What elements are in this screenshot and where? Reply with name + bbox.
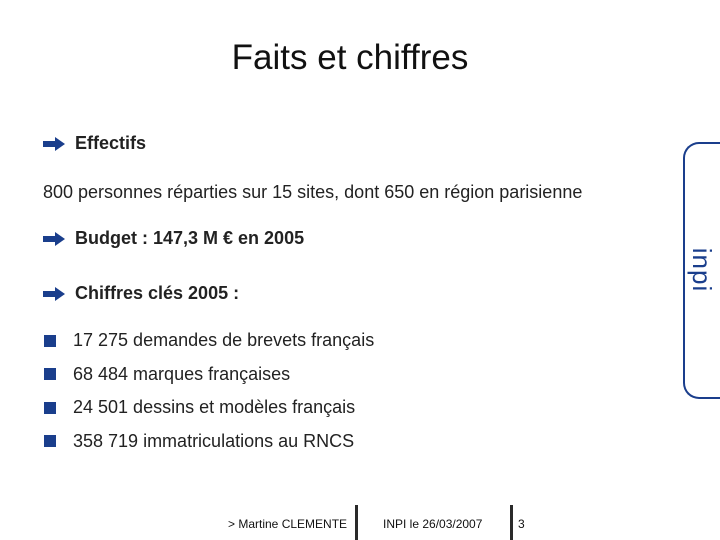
heading-budget [43,228,304,249]
list-item [44,324,374,358]
footer-divider [355,505,358,540]
list-item [44,391,374,425]
arrow-right-icon [43,137,65,151]
key-figures-list [44,324,374,458]
effectifs-text: 800 personnes réparties sur 15 sites, dont 650 en région parisienne [43,182,583,202]
slide-title: Faits et chiffres [231,38,469,77]
footer-author: > Martine CLEMENTE [228,516,348,531]
heading-chiffres-label: Chiffres clés 2005 : [75,283,240,303]
heading-chiffres [43,283,239,304]
square-bullet-icon [44,368,56,380]
footer-page-number: 3 [518,516,525,531]
list-item [44,425,374,459]
inpi-logo: inpi [687,247,717,293]
square-bullet-icon [44,335,56,347]
heading-budget-label: Budget : 147,3 M € en 2005 [75,228,305,248]
square-bullet-icon [44,435,56,447]
square-bullet-icon [44,402,56,414]
list-item [44,358,374,392]
footer-divider [510,505,513,540]
list-item-text: 68 484 marques françaises [73,363,291,384]
list-item-text: 17 275 demandes de brevets français [73,330,375,351]
arrow-right-icon [43,287,65,301]
footer-org-date: INPI le 26/03/2007 [383,516,483,531]
list-item-text: 24 501 dessins et modèles français [73,397,356,418]
heading-effectifs-label: Effectifs [75,133,147,153]
list-item-text: 358 719 immatriculations au RNCS [73,430,355,451]
heading-effectifs [43,133,146,154]
arrow-right-icon [43,232,65,246]
